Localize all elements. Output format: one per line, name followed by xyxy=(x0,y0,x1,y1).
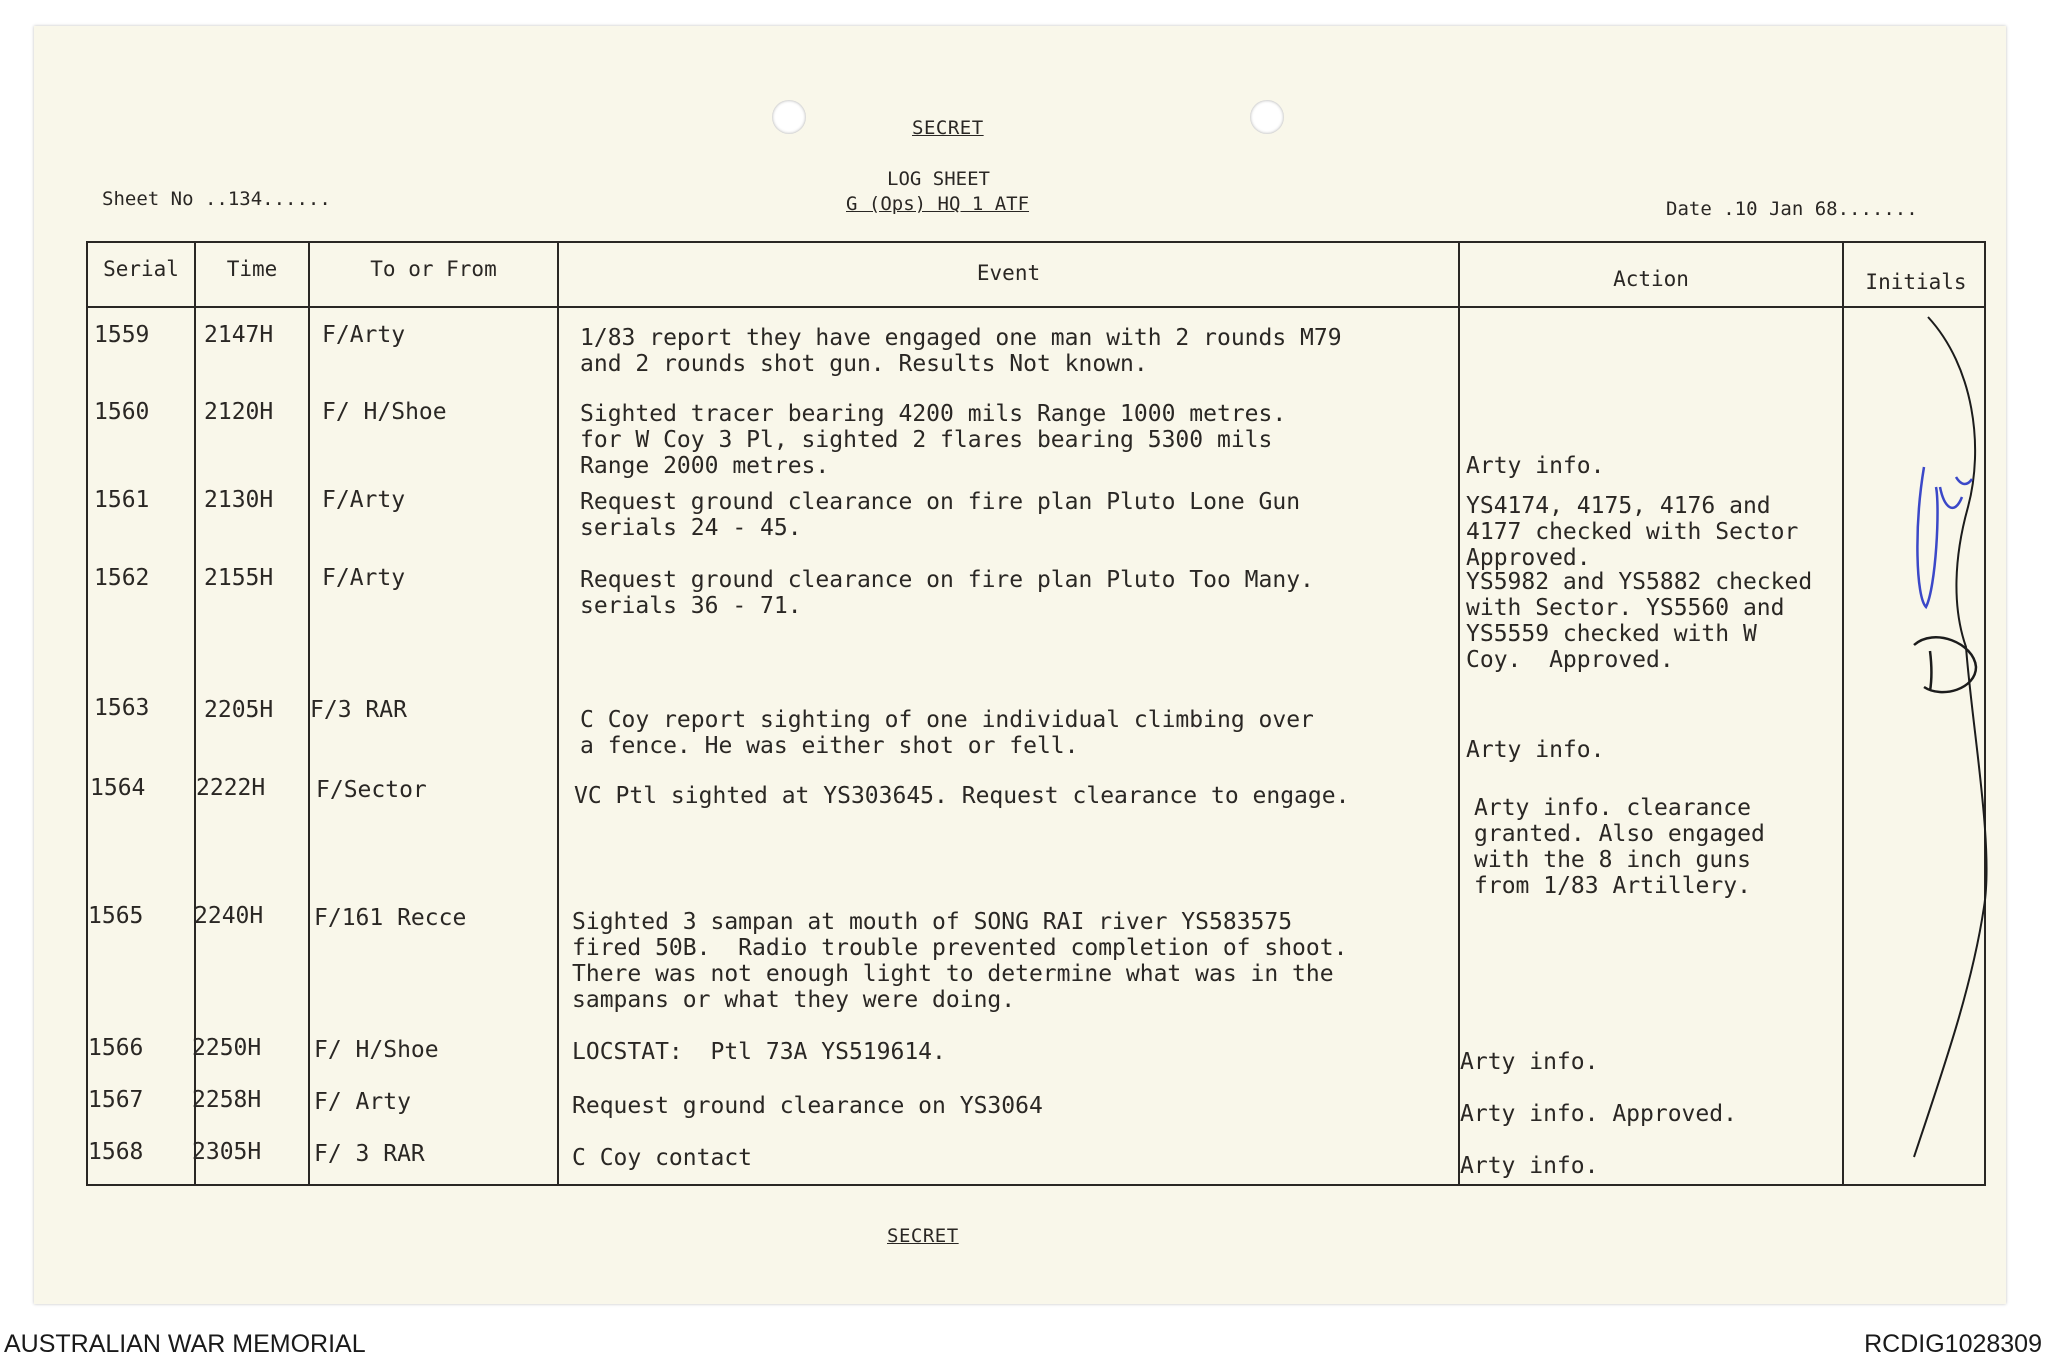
row-1564-to-from: F/Sector xyxy=(316,777,427,803)
row-1563-event: C Coy report sighting of one individual climbing over a fence. He was either shot or fell. xyxy=(580,707,1314,759)
column-header-to-from: To or From xyxy=(370,257,497,281)
row-1563-serial: 1563 xyxy=(94,695,150,721)
row-1563-to-from: F/3 RAR xyxy=(310,697,407,723)
column-header-serial: Serial xyxy=(103,257,179,281)
row-1561-action: YS4174, 4175, 4176 and 4177 checked with Sector Approved. xyxy=(1466,493,1799,571)
unit-title: G (Ops) HQ 1 ATF xyxy=(846,193,1030,215)
row-1566-time: 2250H xyxy=(192,1035,262,1061)
row-1566-to-from: F/ H/Shoe xyxy=(314,1037,439,1063)
row-1567-action: Arty info. Approved. xyxy=(1460,1101,1737,1127)
row-1563-time: 2205H xyxy=(204,697,274,723)
row-1566-serial: 1566 xyxy=(88,1035,144,1061)
initials-handwriting xyxy=(1844,307,1988,1187)
row-1559-to-from: F/Arty xyxy=(322,322,406,348)
log-sheet-title: LOG SHEET xyxy=(887,168,990,190)
row-1560-to-from: F/ H/Shoe xyxy=(322,399,447,425)
row-1567-event: Request ground clearance on YS3064 xyxy=(572,1093,1043,1119)
date-value: 10 Jan 68 xyxy=(1734,198,1838,220)
row-1563-action: Arty info. xyxy=(1466,737,1605,763)
row-1559-serial: 1559 xyxy=(94,322,150,348)
row-1561-time: 2130H xyxy=(204,487,274,513)
secret-heading-bottom: SECRET xyxy=(887,1225,959,1247)
row-1567-to-from: F/ Arty xyxy=(314,1089,411,1115)
row-1564-serial: 1564 xyxy=(90,775,146,801)
row-1566-event: LOCSTAT: Ptl 73A YS519614. xyxy=(572,1039,946,1065)
row-1562-event: Request ground clearance on fire plan Pluto Too Many. serials 36 - 71. xyxy=(580,567,1314,619)
punch-hole-left xyxy=(772,100,806,134)
row-1564-time: 2222H xyxy=(196,775,266,801)
row-1565-event: Sighted 3 sampan at mouth of SONG RAI river YS583575 fired 50B. Radio trouble prevented completion of shoot. There was not enough light to determine what was in the sampans or what they were doing. xyxy=(572,909,1348,1013)
row-1562-action: YS5982 and YS5882 checked with Sector. YS5560 and YS5559 checked with W Coy. Approved. xyxy=(1466,569,1813,673)
row-1567-time: 2258H xyxy=(192,1087,262,1113)
row-1562-serial: 1562 xyxy=(94,565,150,591)
header-rule xyxy=(88,306,1984,308)
row-1567-serial: 1567 xyxy=(88,1087,144,1113)
archive-footer-right: RCDIG1028309 xyxy=(1864,1330,2042,1358)
row-1561-to-from: F/Arty xyxy=(322,487,406,513)
row-1564-event: VC Ptl sighted at YS303645. Request clearance to engage. xyxy=(574,783,1350,809)
row-1564-action: Arty info. clearance granted. Also engaged with the 8 inch guns from 1/83 Artillery. xyxy=(1474,795,1765,899)
secret-heading-top: SECRET xyxy=(912,117,984,139)
date-field: Date .10 Jan 68....... xyxy=(1666,198,1918,220)
column-divider xyxy=(1458,243,1460,1184)
row-1562-to-from: F/Arty xyxy=(322,565,406,591)
row-1561-serial: 1561 xyxy=(94,487,150,513)
row-1568-event: C Coy contact xyxy=(572,1145,753,1171)
column-header-event: Event xyxy=(976,261,1041,285)
row-1562-time: 2155H xyxy=(204,565,274,591)
initials-bracket-line xyxy=(1914,317,1987,1157)
row-1561-event: Request ground clearance on fire plan Pluto Lone Gun serials 24 - 45. xyxy=(580,489,1301,541)
row-1568-action: Arty info. xyxy=(1460,1153,1599,1179)
log-table xyxy=(86,241,1986,1186)
row-1559-time: 2147H xyxy=(204,322,274,348)
row-1560-action: Arty info. xyxy=(1466,453,1605,479)
row-1568-serial: 1568 xyxy=(88,1139,144,1165)
column-header-time: Time xyxy=(226,257,278,281)
archive-footer-left: AUSTRALIAN WAR MEMORIAL xyxy=(4,1330,366,1358)
column-divider xyxy=(557,243,559,1184)
punch-hole-right xyxy=(1250,100,1284,134)
row-1560-serial: 1560 xyxy=(94,399,150,425)
row-1559-event: 1/83 report they have engaged one man with 2 rounds M79 and 2 rounds shot gun. Results Not known. xyxy=(580,325,1342,377)
blue-initials-mark xyxy=(1917,467,1972,607)
row-1560-event: Sighted tracer bearing 4200 mils Range 1000 metres. for W Coy 3 Pl, sighted 2 flares bearing 5300 mils Range 2000 metres. xyxy=(580,401,1287,479)
row-1568-time: 2305H xyxy=(192,1139,262,1165)
sheet-number-value: 134 xyxy=(227,188,263,210)
row-1565-time: 2240H xyxy=(194,903,264,929)
column-header-action: Action xyxy=(1613,267,1689,291)
row-1566-action: Arty info. xyxy=(1460,1049,1599,1075)
row-1568-to-from: F/ 3 RAR xyxy=(314,1141,425,1167)
row-1565-to-from: F/161 Recce xyxy=(314,905,467,931)
row-1560-time: 2120H xyxy=(204,399,274,425)
row-1565-serial: 1565 xyxy=(88,903,144,929)
column-header-initials: Initials xyxy=(1865,270,1967,294)
sheet-number-label: Sheet No ..134...... xyxy=(102,188,331,210)
